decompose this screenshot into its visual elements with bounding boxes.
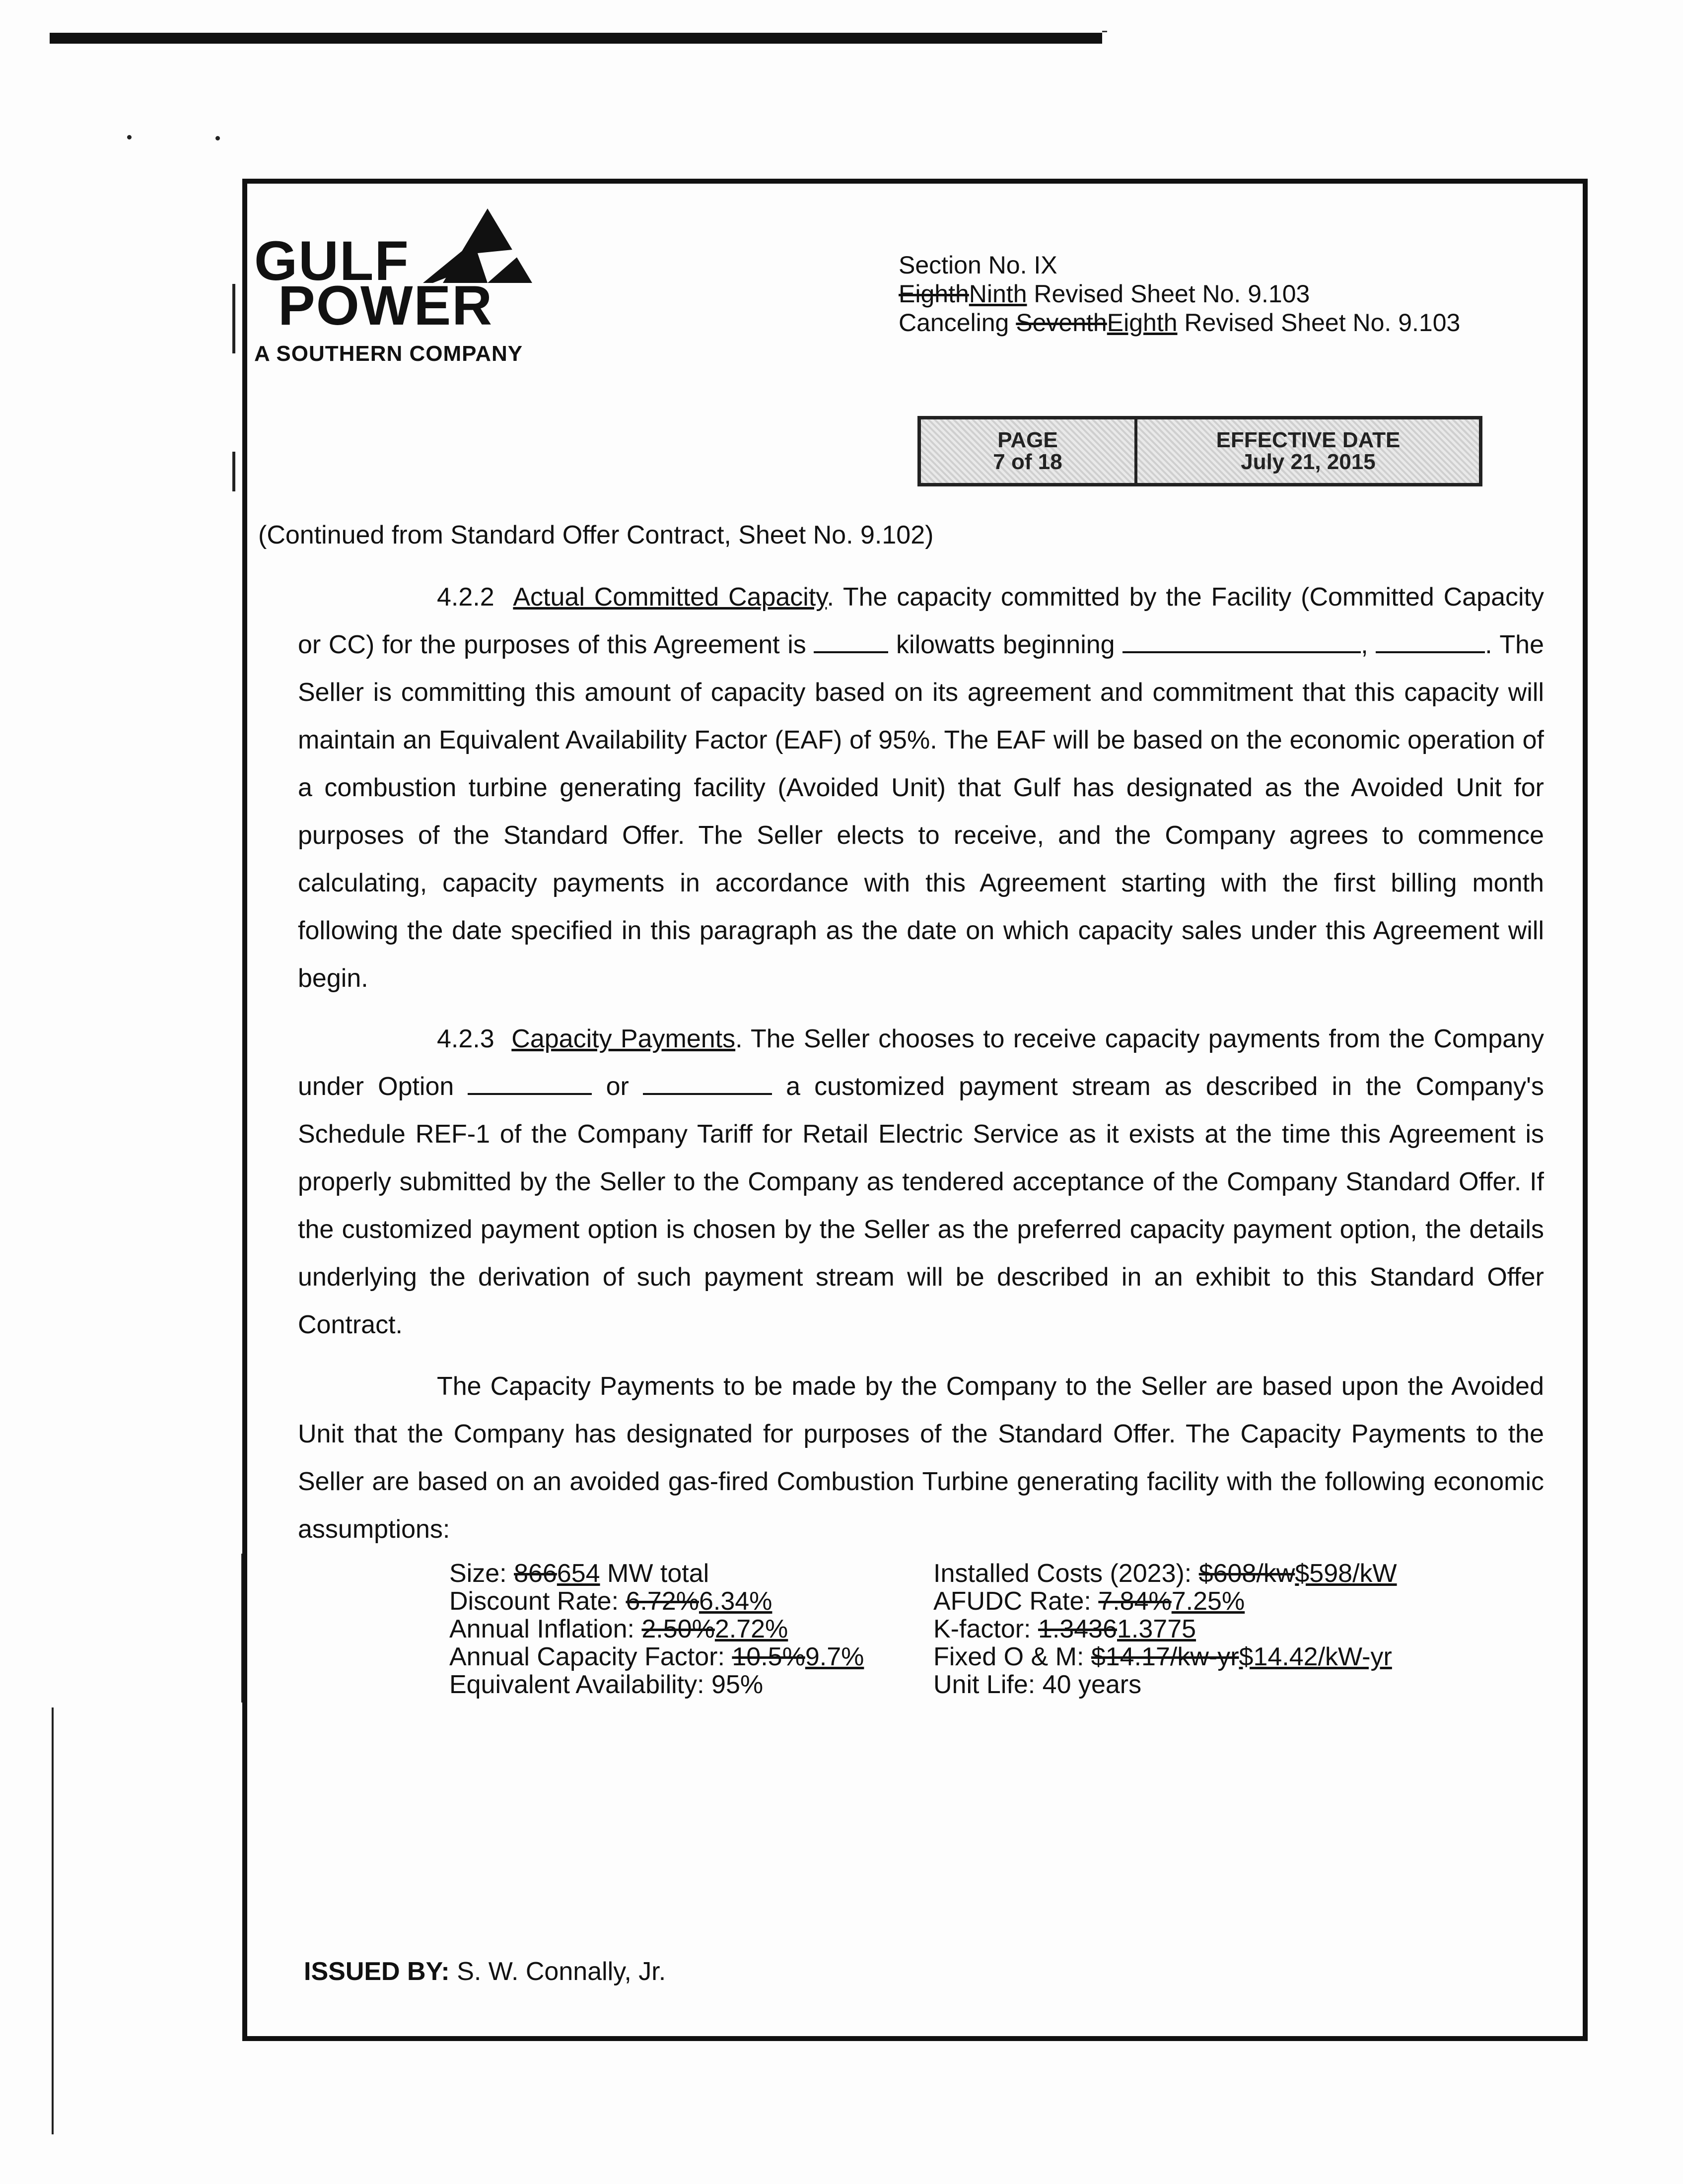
revised-rest: Revised Sheet No. 9.103 (1027, 280, 1310, 308)
section-4-2-3-title: Capacity Payments (511, 1024, 736, 1053)
assumption-label: Equivalent Availability: (449, 1670, 712, 1699)
start-year-blank[interactable] (1376, 631, 1485, 653)
section-4-2-3-number: 4.2.3 (437, 1024, 494, 1053)
page-effective-date-box (917, 416, 1482, 486)
header-block (899, 251, 1460, 337)
option-blank[interactable] (468, 1073, 592, 1095)
custom-payment-blank[interactable] (643, 1073, 772, 1095)
logo-power-text: POWER (278, 274, 493, 337)
gulf-power-logo (254, 208, 552, 367)
canceling-rest: Revised Sheet No. 9.103 (1177, 309, 1461, 337)
section-4-2-3 (298, 1015, 1544, 1349)
start-date-blank[interactable] (1122, 631, 1361, 653)
assumption-new-value: $14.42/kW-yr (1239, 1642, 1392, 1671)
assumption-label: Size: (449, 1559, 514, 1588)
assumption-old-value: 6.72% (626, 1587, 699, 1616)
effective-date-value: July 21, 2015 (1241, 450, 1376, 474)
logo-gulf-text: GULF (254, 230, 410, 292)
section-4-2-2-number: 4.2.2 (437, 583, 494, 612)
section-4-2-3-text: a customized payment stream as described in the Company's Schedule REF-1 of the Company Tariff for Retail Electric Service as it exists at the time this Agreement is properly submitted by the Seller to the Company as tendered acceptance of the Company Standard Offer. If the customized payment option is chosen by the Seller as the preferred capacity payment option, the details underlying the derivation of such payment stream will be described in an exhibit to this Standard Offer Contract. (298, 1072, 1544, 1339)
effective-date-cell (1137, 419, 1479, 483)
assumption-label: Annual Capacity Factor: (449, 1642, 732, 1671)
section-4-2-2 (298, 573, 1544, 1002)
scan-top-line (1102, 31, 1107, 32)
canceling-deleted: Seventh (1016, 309, 1107, 337)
section-4-2-2-text: . The Seller is committing this amount of capacity based on its agreement and commitment that this capacity will maintain an Equivalent Availability Factor (EAF) of 95%. The EAF will be based on the economic operation of a combustion turbine generating facility (Avoided Unit) that Gulf has designated as the Avoided Unit for purposes of the Standard Offer. The Seller elects to receive, and the Company agrees to commence calculating, capacity payments in accordance with this Agreement starting with the first billing month following the date specified in this paragraph as the date on which capacity sales under this Agreement will begin. (298, 630, 1544, 993)
assumption-new-value: 1.3775 (1117, 1615, 1196, 1643)
committed-capacity-blank[interactable] (814, 631, 888, 653)
canceling-prefix: Canceling (899, 309, 1016, 337)
scan-top-bar (50, 33, 1102, 44)
canceling-sheet-line (899, 308, 1460, 337)
assumption-old-value: 866 (514, 1559, 557, 1588)
assumption-new-value: 654 (557, 1559, 600, 1588)
assumption-label: Annual Inflation: (449, 1615, 642, 1643)
assumption-new-value: 7.25% (1171, 1587, 1245, 1616)
assumption-suffix: 95% (711, 1670, 764, 1699)
canceling-inserted: Eighth (1107, 309, 1178, 337)
issued-by (304, 1957, 666, 1986)
assumption-new-value: $598/kW (1295, 1559, 1397, 1588)
assumption-old-value: $14.17/kw-yr (1091, 1642, 1239, 1671)
section-4-2-2-text: , (1361, 630, 1376, 659)
section-4-2-3-text: . The Seller chooses to receive capacity payments from the Company under Option (298, 1024, 1544, 1101)
revision-bar (232, 452, 235, 491)
assumption-old-value: 2.50% (641, 1615, 715, 1643)
assumption-new-value: 9.7% (805, 1642, 864, 1671)
page-cell (921, 419, 1134, 483)
section-4-2-3-text: or (592, 1072, 643, 1101)
assumption-label: AFUDC Rate: (933, 1587, 1099, 1616)
capacity-payments-paragraph (298, 1363, 1544, 1553)
assumptions-right-column (933, 1560, 1397, 1699)
logo-tagline: A SOUTHERN COMPANY (254, 341, 523, 366)
assumption-afudc-rate (933, 1587, 1397, 1615)
assumption-installed-costs (933, 1560, 1397, 1587)
assumption-label: K-factor: (933, 1615, 1038, 1643)
assumption-size (449, 1560, 864, 1587)
assumption-discount-rate (449, 1587, 864, 1615)
assumption-new-value: 2.72% (714, 1615, 788, 1643)
revision-bar (232, 284, 235, 353)
assumption-label: Unit Life: (933, 1670, 1043, 1699)
assumption-suffix: MW total (600, 1559, 709, 1588)
assumption-old-value: 7.84% (1098, 1587, 1172, 1616)
page-label: PAGE (997, 428, 1058, 452)
triangle-logo-icon (403, 208, 532, 283)
section-4-2-2-text: kilowatts beginning (888, 630, 1123, 659)
effective-date-label: EFFECTIVE DATE (1216, 428, 1401, 452)
assumption-capacity-factor (449, 1643, 864, 1671)
assumption-suffix: 40 years (1042, 1670, 1142, 1699)
section-number: Section No. IX (899, 251, 1057, 279)
continued-note: (Continued from Standard Offer Contract, Sheet No. 9.102) (258, 521, 934, 549)
revised-deleted: Eighth (899, 280, 969, 308)
revised-sheet-line (899, 279, 1460, 308)
assumption-label: Fixed O & M: (933, 1642, 1091, 1671)
assumption-unit-life (933, 1671, 1397, 1699)
assumption-label: Discount Rate: (449, 1587, 626, 1616)
assumptions-left-column (449, 1560, 864, 1699)
capacity-payments-text: The Capacity Payments to be made by the Company to the Seller are based upon the Avoided Unit that the Company has designated for purposes of the Standard Offer. The Capacity Payments to the Seller are based on an avoided gas-fired Combustion Turbine generating facility with the following economic assumptions: (298, 1372, 1544, 1544)
issued-by-name: S. W. Connally, Jr. (449, 1957, 666, 1986)
assumption-old-value: 10.5% (732, 1642, 805, 1671)
revised-inserted: Ninth (969, 280, 1027, 308)
scan-speck (215, 136, 220, 140)
assumption-new-value: 6.34% (699, 1587, 772, 1616)
scan-edge-line (52, 1707, 54, 2134)
assumption-label: Installed Costs (2023): (933, 1559, 1199, 1588)
assumption-annual-inflation (449, 1615, 864, 1643)
section-4-2-2-text: . The capacity committed by the Facility (Committed Capacity or CC) for the purposes of this Agreement is (298, 583, 1544, 659)
scan-speck (127, 135, 132, 139)
page-value: 7 of 18 (993, 450, 1062, 474)
issued-by-label: ISSUED BY: (304, 1957, 450, 1986)
assumption-fixed-om (933, 1643, 1397, 1671)
assumption-equivalent-availability (449, 1671, 864, 1699)
assumption-old-value: $608/kw (1198, 1559, 1295, 1588)
assumption-old-value: 1.3436 (1038, 1615, 1117, 1643)
section-4-2-2-title: Actual Committed Capacity (513, 583, 827, 612)
assumption-k-factor (933, 1615, 1397, 1643)
